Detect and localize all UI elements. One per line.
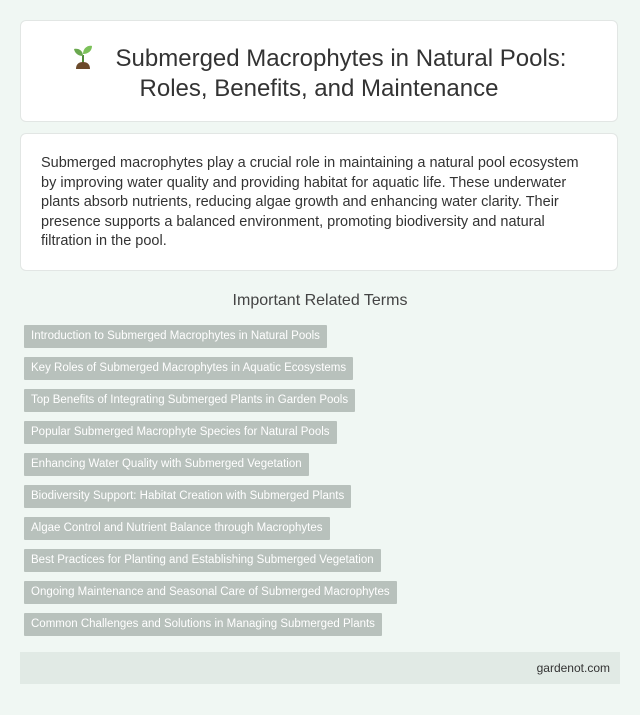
term-tag[interactable]: Introduction to Submerged Macrophytes in Natural Pools <box>24 325 327 348</box>
terms-list <box>24 325 624 645</box>
title-line-2: Roles, Benefits, and Maintenance <box>139 75 499 102</box>
term-tag[interactable]: Ongoing Maintenance and Seasonal Care of Submerged Macrophytes <box>24 581 397 604</box>
term-tag[interactable]: Top Benefits of Integrating Submerged Plants in Garden Pools <box>24 389 355 412</box>
title-block <box>21 43 617 104</box>
term-tag[interactable]: Popular Submerged Macrophyte Species for Natural Pools <box>24 421 337 444</box>
footer-site-link[interactable]: gardenot.com <box>536 661 610 675</box>
term-tag[interactable]: Enhancing Water Quality with Submerged Vegetation <box>24 453 309 476</box>
intro-paragraph: Submerged macrophytes play a crucial role in maintaining a natural pool ecosystem by improving water quality and providing habitat for aquatic life. These underwater plants absorb nutrients, reducing algae growth and enhancing water clarity. Their presence supports a balanced environment, promoting biodiversity and natural filtration in the pool. <box>41 155 579 249</box>
terms-heading: Important Related Terms <box>232 292 408 309</box>
term-tag[interactable]: Key Roles of Submerged Macrophytes in Aquatic Ecosystems <box>24 357 353 380</box>
term-tag[interactable]: Best Practices for Planting and Establishing Submerged Vegetation <box>24 549 381 572</box>
term-tag[interactable]: Algae Control and Nutrient Balance through Macrophytes <box>24 517 330 540</box>
footer <box>20 652 620 684</box>
seedling-icon <box>72 43 94 69</box>
intro-card <box>20 133 618 271</box>
title-line-1: Submerged Macrophytes in Natural Pools: <box>115 45 567 72</box>
page-title <box>21 43 617 104</box>
term-tag[interactable]: Common Challenges and Solutions in Managing Submerged Plants <box>24 613 382 636</box>
header-card <box>20 20 618 122</box>
term-tag[interactable]: Biodiversity Support: Habitat Creation with Submerged Plants <box>24 485 351 508</box>
